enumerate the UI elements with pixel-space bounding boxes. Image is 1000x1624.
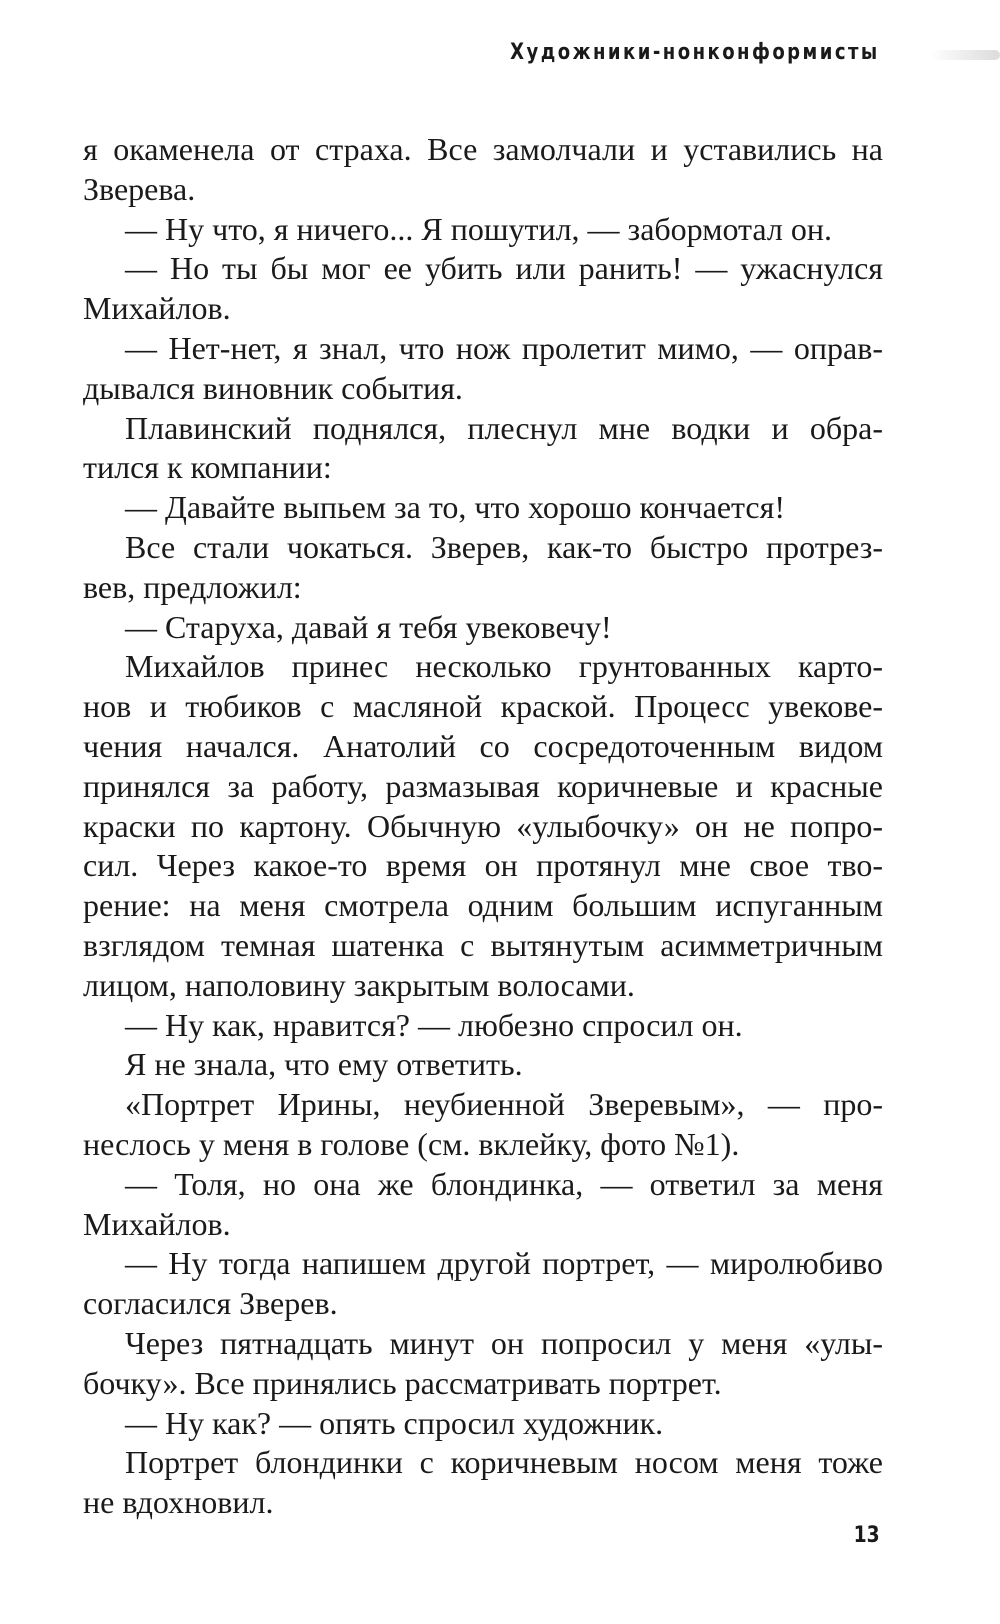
- text-line: рение: на меня смотрела одним большим испуганным: [83, 887, 883, 924]
- text-line: Все стали чокаться. Зверев, как-то быстро протрез-: [125, 528, 883, 565]
- text-line: дывался виновник события.: [83, 369, 463, 406]
- text-line: — Старуха, давай я тебя увековечу!: [125, 608, 612, 645]
- text-line: — Толя, но она же блондинка, — ответил за меня: [125, 1165, 883, 1202]
- text-line: лицом, наполовину закрытым волосами.: [83, 966, 635, 1003]
- text-line: — Давайте выпьем за то, что хорошо кончается!: [125, 489, 785, 526]
- text-line: нов и тюбиков с масляной краской. Процесс увекове-: [83, 688, 883, 725]
- text-line: «Портрет Ирины, неубиенной Зверевым», — про-: [125, 1086, 883, 1123]
- text-line: — Нет-нет, я знал, что нож пролетит мимо, — оправ-: [125, 329, 883, 366]
- text-line: Михайлов принес несколько грунтованных карто-: [125, 648, 883, 685]
- text-line: принялся за работу, размазывая коричневые и красные: [83, 767, 883, 804]
- text-line: Зверева.: [83, 170, 196, 207]
- text-line: я окаменела от страха. Все замолчали и уставились на: [83, 131, 883, 167]
- text-line: Михайлов.: [83, 290, 231, 327]
- text-line: — Ну тогда напишем другой портрет, — миролюбиво: [125, 1245, 883, 1282]
- text-line: Михайлов.: [83, 1205, 231, 1242]
- body-text: [83, 130, 883, 1523]
- text-line: бочку». Все принялись рассматривать портрет.: [83, 1364, 722, 1401]
- text-line: — Ну как? — опять спросил художник.: [125, 1404, 664, 1441]
- text-line: согласился Зверев.: [83, 1285, 338, 1322]
- text-line: — Ну как, нравится? — любезно спросил он.: [125, 1006, 743, 1043]
- text-line: не вдохновил.: [83, 1484, 274, 1521]
- text-line: тился к компании:: [83, 449, 332, 486]
- text-line: краски по картону. Обычную «улыбочку» он не попро-: [83, 807, 883, 844]
- text-line: — Ну что, я ничего... Я пошутил, — забормотал он.: [125, 210, 832, 247]
- page-number: 13: [853, 1523, 880, 1548]
- running-head: Художники-нонконформисты: [510, 40, 880, 65]
- page-edge-shadow: [930, 50, 1000, 60]
- text-line: сил. Через какое-то время он протянул мне свое тво-: [83, 847, 883, 884]
- text-line: Я не знала, что ему ответить.: [125, 1046, 523, 1083]
- text-line: Через пятнадцать минут он попросил у меня «улы-: [125, 1324, 883, 1361]
- text-line: — Но ты бы мог ее убить или ранить! — ужаснулся: [125, 250, 883, 287]
- text-line: Плавинский поднялся, плеснул мне водки и обра-: [125, 409, 883, 446]
- text-line: взглядом темная шатенка с вытянутым асимметричным: [83, 926, 883, 963]
- text-line: неслось у меня в голове (см. вклейку, фото №1).: [83, 1125, 740, 1162]
- text-line: чения начался. Анатолий со сосредоточенным видом: [83, 727, 883, 764]
- text-line: Портрет блондинки с коричневым носом меня тоже: [125, 1444, 883, 1481]
- text-line: вев, предложил:: [83, 568, 302, 605]
